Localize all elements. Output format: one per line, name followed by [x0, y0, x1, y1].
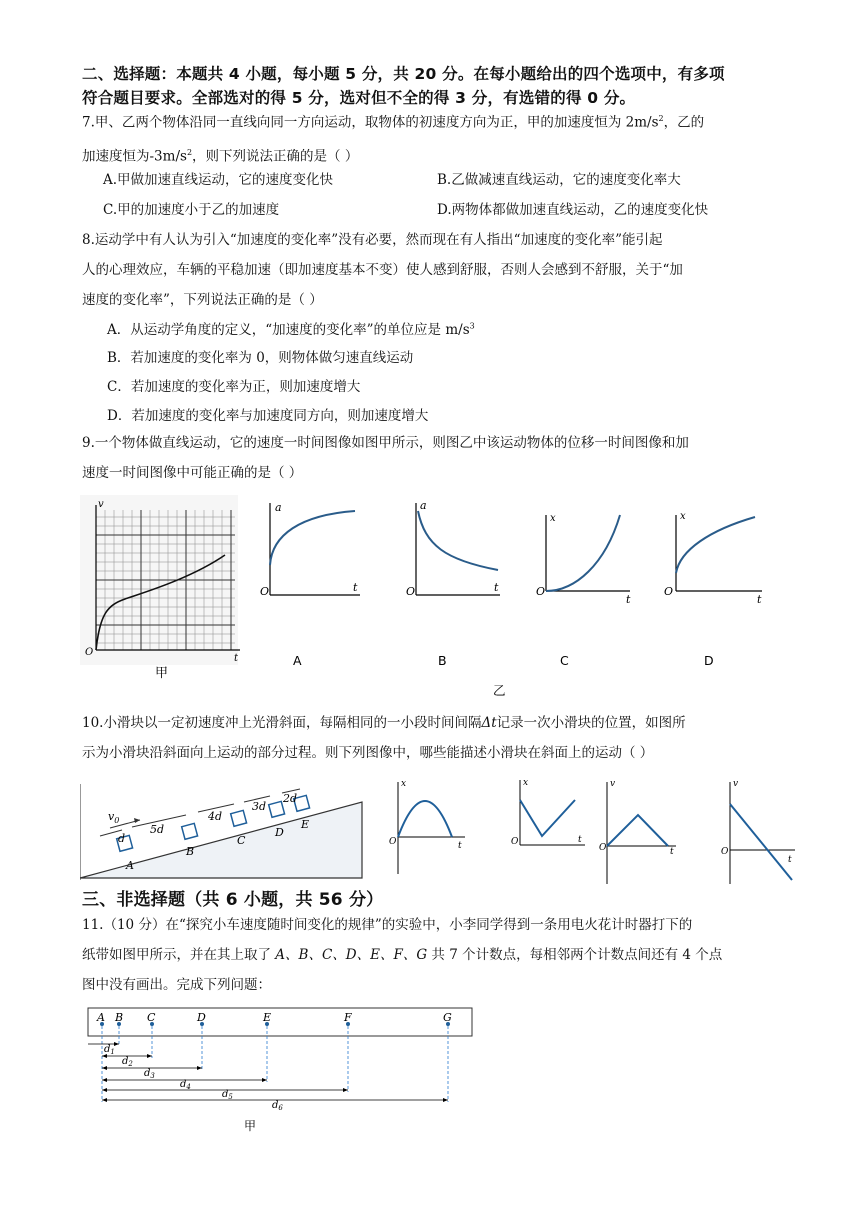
tape-f: F: [344, 1011, 352, 1024]
g4-origin: O: [721, 847, 729, 857]
tape-e: E: [263, 1011, 272, 1024]
d1-symbol: d: [104, 1044, 111, 1055]
q11-line2b: 共 7 个计数点，每相邻两个计数点间还有 4 个点: [427, 947, 723, 963]
seg-d: d: [118, 832, 126, 845]
q10-line2: 示为小滑块沿斜面向上运动的部分过程。则下列图像中，哪些能描述小滑块在斜面上的运动（ ）: [82, 745, 654, 761]
q7-option-b: B.乙做减速直线运动，它的速度变化率大: [437, 172, 681, 188]
d-axis-t: t: [757, 593, 762, 606]
g2-axis-x: x: [523, 778, 529, 788]
q8-option-c: C．若加速度的变化率为正，则加速度增大: [107, 379, 361, 395]
q7-line1a: 7.甲、乙两个物体沿同一直线向同一方向运动，取物体的初速度方向为正，甲的加速度恒为 2m/s: [82, 114, 659, 131]
g3-axis-t: t: [670, 847, 674, 857]
label-d: D: [704, 653, 714, 668]
q10-line1b: 记录一次小滑块的位置，如图所: [496, 715, 686, 731]
d-axis-x: x: [680, 511, 686, 522]
q10-graph-1: [389, 779, 465, 874]
q9-graph-a: [260, 501, 360, 668]
q7-option-d: D.两物体都做加速直线运动，乙的速度变化快: [437, 202, 709, 218]
section2-line1: 二、选择题：本题共 4 小题，每小题 5 分，共 20 分。在每小题给出的四个选项中，有多项: [82, 65, 725, 83]
g4-axis-t: t: [788, 855, 792, 865]
q7-line2a: 加速度恒为-3m/s: [82, 148, 187, 164]
seg-3d: 3d: [252, 800, 267, 813]
b-origin: O: [406, 585, 416, 598]
d1-sub: 1: [110, 1048, 115, 1056]
g1-axis-x: x: [401, 779, 407, 789]
v0-symbol: v: [108, 810, 115, 823]
q11-line1: 11.（10 分）在“探究小车速度随时间变化的规律”的实验中，小李同学得到一条用电火花计时器打下的: [82, 917, 693, 933]
tape-c: C: [147, 1011, 156, 1024]
g1-axis-t: t: [458, 841, 462, 851]
section2-line2: 符合题目要求。全部选对的得 5 分，选对但不全的得 3 分，有选错的得 0 分。: [82, 89, 636, 107]
q9-graph-c: [536, 513, 631, 668]
a-axis-t: t: [353, 581, 358, 594]
c-origin: O: [536, 585, 546, 598]
d4-sub: 4: [186, 1083, 191, 1091]
section3-header: 三、非选择题（共 6 小题，共 56 分）: [82, 890, 384, 910]
c-axis-x: x: [550, 513, 556, 524]
g3-origin: O: [599, 843, 607, 853]
q8-option-a-sup: 3: [469, 321, 475, 331]
d2-sub: 2: [128, 1060, 133, 1068]
seg-4d: 4d: [208, 810, 223, 823]
q8-line2: 人的心理效应，车辆的平稳加速（即加速度基本不变）使人感到舒服，否则人会感到不舒服，关于“加: [82, 262, 683, 278]
g3-axis-v: v: [610, 779, 616, 789]
pt-c: C: [237, 834, 246, 847]
q7-line1b: ，乙的: [663, 114, 705, 131]
q9-graph-d: [664, 511, 762, 668]
jia-axis-t: t: [234, 653, 239, 664]
d-origin: O: [664, 585, 674, 598]
q10-delta: Δt: [481, 715, 497, 731]
d3-label: [144, 1068, 155, 1080]
fig-jia-label: 甲: [155, 666, 169, 681]
d4-symbol: d: [180, 1079, 187, 1090]
incline-diagram: [80, 784, 362, 880]
q8-option-a: [107, 318, 475, 338]
q7-option-a: A.甲做加速直线运动，它的速度变化快: [103, 172, 334, 188]
tape-b: B: [115, 1011, 124, 1024]
d5-sub: 5: [228, 1093, 233, 1101]
d2-label: [122, 1056, 133, 1068]
q11-line2a: 纸带如图甲所示，并在其上取了: [82, 947, 276, 963]
q8-line3: 速度的变化率”，下列说法正确的是（ ）: [82, 292, 323, 308]
q10-line1a: 10.小滑块以一定初速度冲上光滑斜面，每隔相同的一小段时间间隔: [82, 715, 482, 731]
question-9: [82, 428, 802, 488]
seg-2d: 2d: [283, 792, 298, 805]
d2-symbol: d: [122, 1056, 129, 1067]
d4-label: [180, 1079, 191, 1091]
v0-label: [108, 810, 119, 825]
question-7: [82, 104, 802, 171]
q9-figures: [80, 495, 800, 700]
q9-graph-b: [406, 499, 500, 668]
jia-axis-v: v: [98, 499, 104, 510]
q8-line1: 8.运动学中有人认为引入“加速度的变化率”没有必要，然而现在有人指出“加速度的变化率”能引起: [82, 232, 663, 248]
g2-origin: O: [511, 837, 519, 847]
jia-origin: O: [85, 647, 94, 658]
g1-origin: O: [389, 837, 397, 847]
q8-option-a-text: A．从运动学角度的定义，“加速度的变化率”的单位应是 m/s: [107, 322, 470, 338]
v0-sub: 0: [114, 816, 120, 825]
q9-line1: 9.一个物体做直线运动，它的速度一时间图像如图甲所示，则图乙中该运动物体的位移一时间图像和加: [82, 435, 689, 451]
q7-option-c: C.甲的加速度小于乙的加速度: [103, 202, 280, 218]
pt-a: A: [126, 859, 134, 872]
q10-figures: [80, 770, 800, 885]
paper-tape-figure: [84, 1002, 484, 1142]
question-10: [82, 708, 802, 768]
q7-sup1: 2: [658, 114, 664, 123]
d5-label: [222, 1089, 233, 1101]
q9-fig-jia-graph: [80, 495, 240, 681]
d6-symbol: d: [272, 1100, 279, 1111]
b-axis-a: a: [420, 499, 427, 512]
tape-g: G: [443, 1011, 452, 1024]
c-axis-t: t: [626, 593, 631, 606]
a-axis-a: a: [275, 501, 282, 514]
b-axis-t: t: [494, 581, 499, 594]
question-8: [82, 225, 802, 315]
q10-graph-3: [599, 779, 676, 884]
g4-axis-v: v: [733, 779, 739, 789]
label-a: A: [293, 653, 302, 668]
seg-5d: 5d: [150, 823, 165, 836]
a-origin: O: [260, 585, 270, 598]
d5-symbol: d: [222, 1089, 229, 1100]
q11-line2-points: A、B、C、D、E、F、G: [275, 947, 428, 963]
g2-axis-t: t: [578, 835, 582, 845]
q10-graph-4: [721, 779, 795, 884]
pt-d: D: [275, 826, 284, 839]
tape-d: D: [197, 1011, 206, 1024]
question-11: [82, 910, 802, 1000]
pt-e: E: [301, 818, 310, 831]
q8-option-d: D．若加速度的变化率与加速度同方向，则加速度增大: [107, 408, 429, 424]
fig-yi-label: 乙: [493, 683, 506, 698]
q7-line2b: ，则下列说法正确的是（ ）: [192, 148, 359, 164]
tape-a: A: [97, 1011, 105, 1024]
d1-label: [104, 1044, 115, 1056]
q11-line3: 图中没有画出。完成下列问题：: [82, 977, 271, 993]
d3-sub: 3: [150, 1072, 155, 1080]
pt-b: B: [186, 845, 195, 858]
section2-header: [82, 62, 725, 110]
q9-line2: 速度一时间图像中可能正确的是（ ）: [82, 465, 303, 481]
q7-sup2: 2: [186, 147, 193, 157]
d6-sub: 6: [278, 1104, 283, 1112]
q8-option-b: B．若加速度的变化率为 0，则物体做匀速直线运动: [107, 350, 414, 366]
tape-fig-label: 甲: [244, 1119, 257, 1133]
q10-graph-2: [511, 778, 585, 847]
label-c: C: [560, 653, 569, 668]
label-b: B: [438, 653, 447, 668]
d3-symbol: d: [144, 1068, 151, 1079]
d6-label: [272, 1100, 283, 1112]
